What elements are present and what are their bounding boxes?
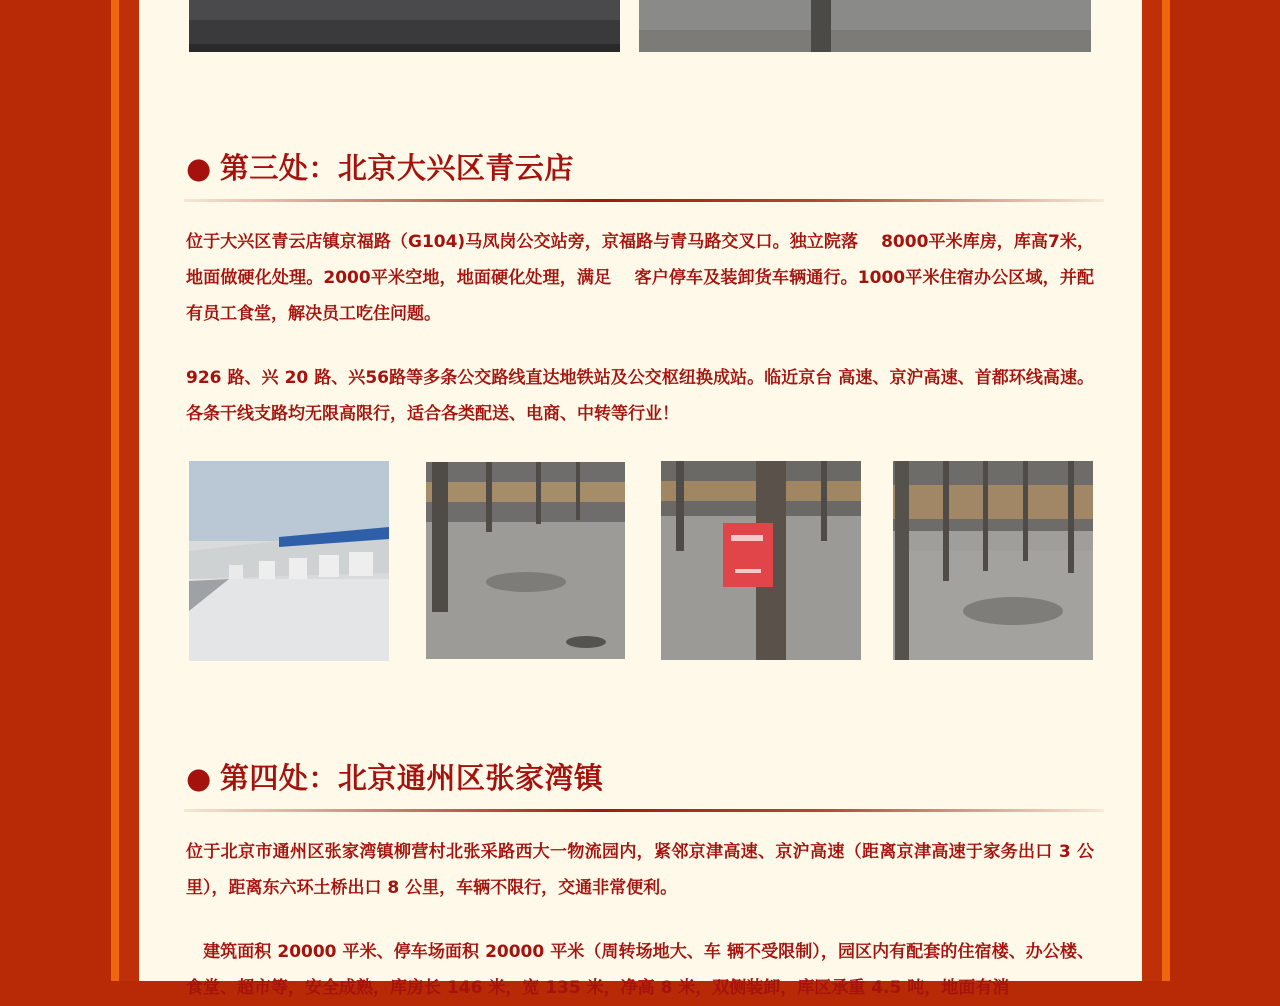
bullet-icon: ● [186,151,212,185]
section-4-heading [186,756,603,797]
section-3-paragraph-2: 926 路、兴 20 路、兴56路等多条公交路线直达地铁站及公交枢纽换成站。临近京台 高速、京沪高速、首都环线高速。各条干线支路均无限高限行，适合各类配送、电商、中转等行业！ [186,368,1094,424]
top-photo-warehouse [639,0,1091,52]
left-outer-border [111,0,119,981]
section-3-divider [184,199,1104,202]
right-outer-border [1162,0,1170,981]
section-3-paragraph-1: 位于大兴区青云店镇京福路（G104)马凤岗公交站旁，京福路与青马路交叉口。独立院落 8000平米库房，库高7米，地面做硬化处理。2000平米空地，地面硬化处理，满足 客户停车及装卸货车辆通行。1000平米住宿办公区域，并配 有员工食堂，解决员工吃住问题。 [186,232,1094,324]
warehouse-floor-photo [426,462,625,659]
section-3-title: 第三处：北京大兴区青云店 [219,151,574,185]
fire-hydrant-box-photo [661,461,861,660]
bullet-icon: ● [186,761,212,795]
warehouse-interior-photo [893,461,1093,660]
warehouse-exterior-photo [189,461,389,661]
section-4-paragraph-1: 位于北京市通州区张家湾镇柳营村北张采路西大一物流园内，紧邻京津高速、京沪高速（距离京津高速于家务出口 3 公里），距离东六环土桥出口 8 公里，车辆不限行，交通非常便利。 [186,842,1094,898]
section-4-title: 第四处：北京通州区张家湾镇 [219,761,604,795]
top-photo-road [189,0,620,52]
section-4-paragraph-2: 建筑面积 20000 平米、停车场面积 20000 平米（周转场地大、车 辆不受限制），园区内有配套的住宿楼、办公楼、食堂、超市等，安全成熟，库房长 146 米，宽 135 米，净高 8 米，双侧装卸，库区承重 4.5 吨，地面有消 [186,942,1094,998]
section-3-heading [186,146,574,187]
section-4-divider [184,809,1104,812]
right-inner-border [1142,0,1162,981]
left-inner-border [119,0,139,981]
content-page [139,0,1142,998]
